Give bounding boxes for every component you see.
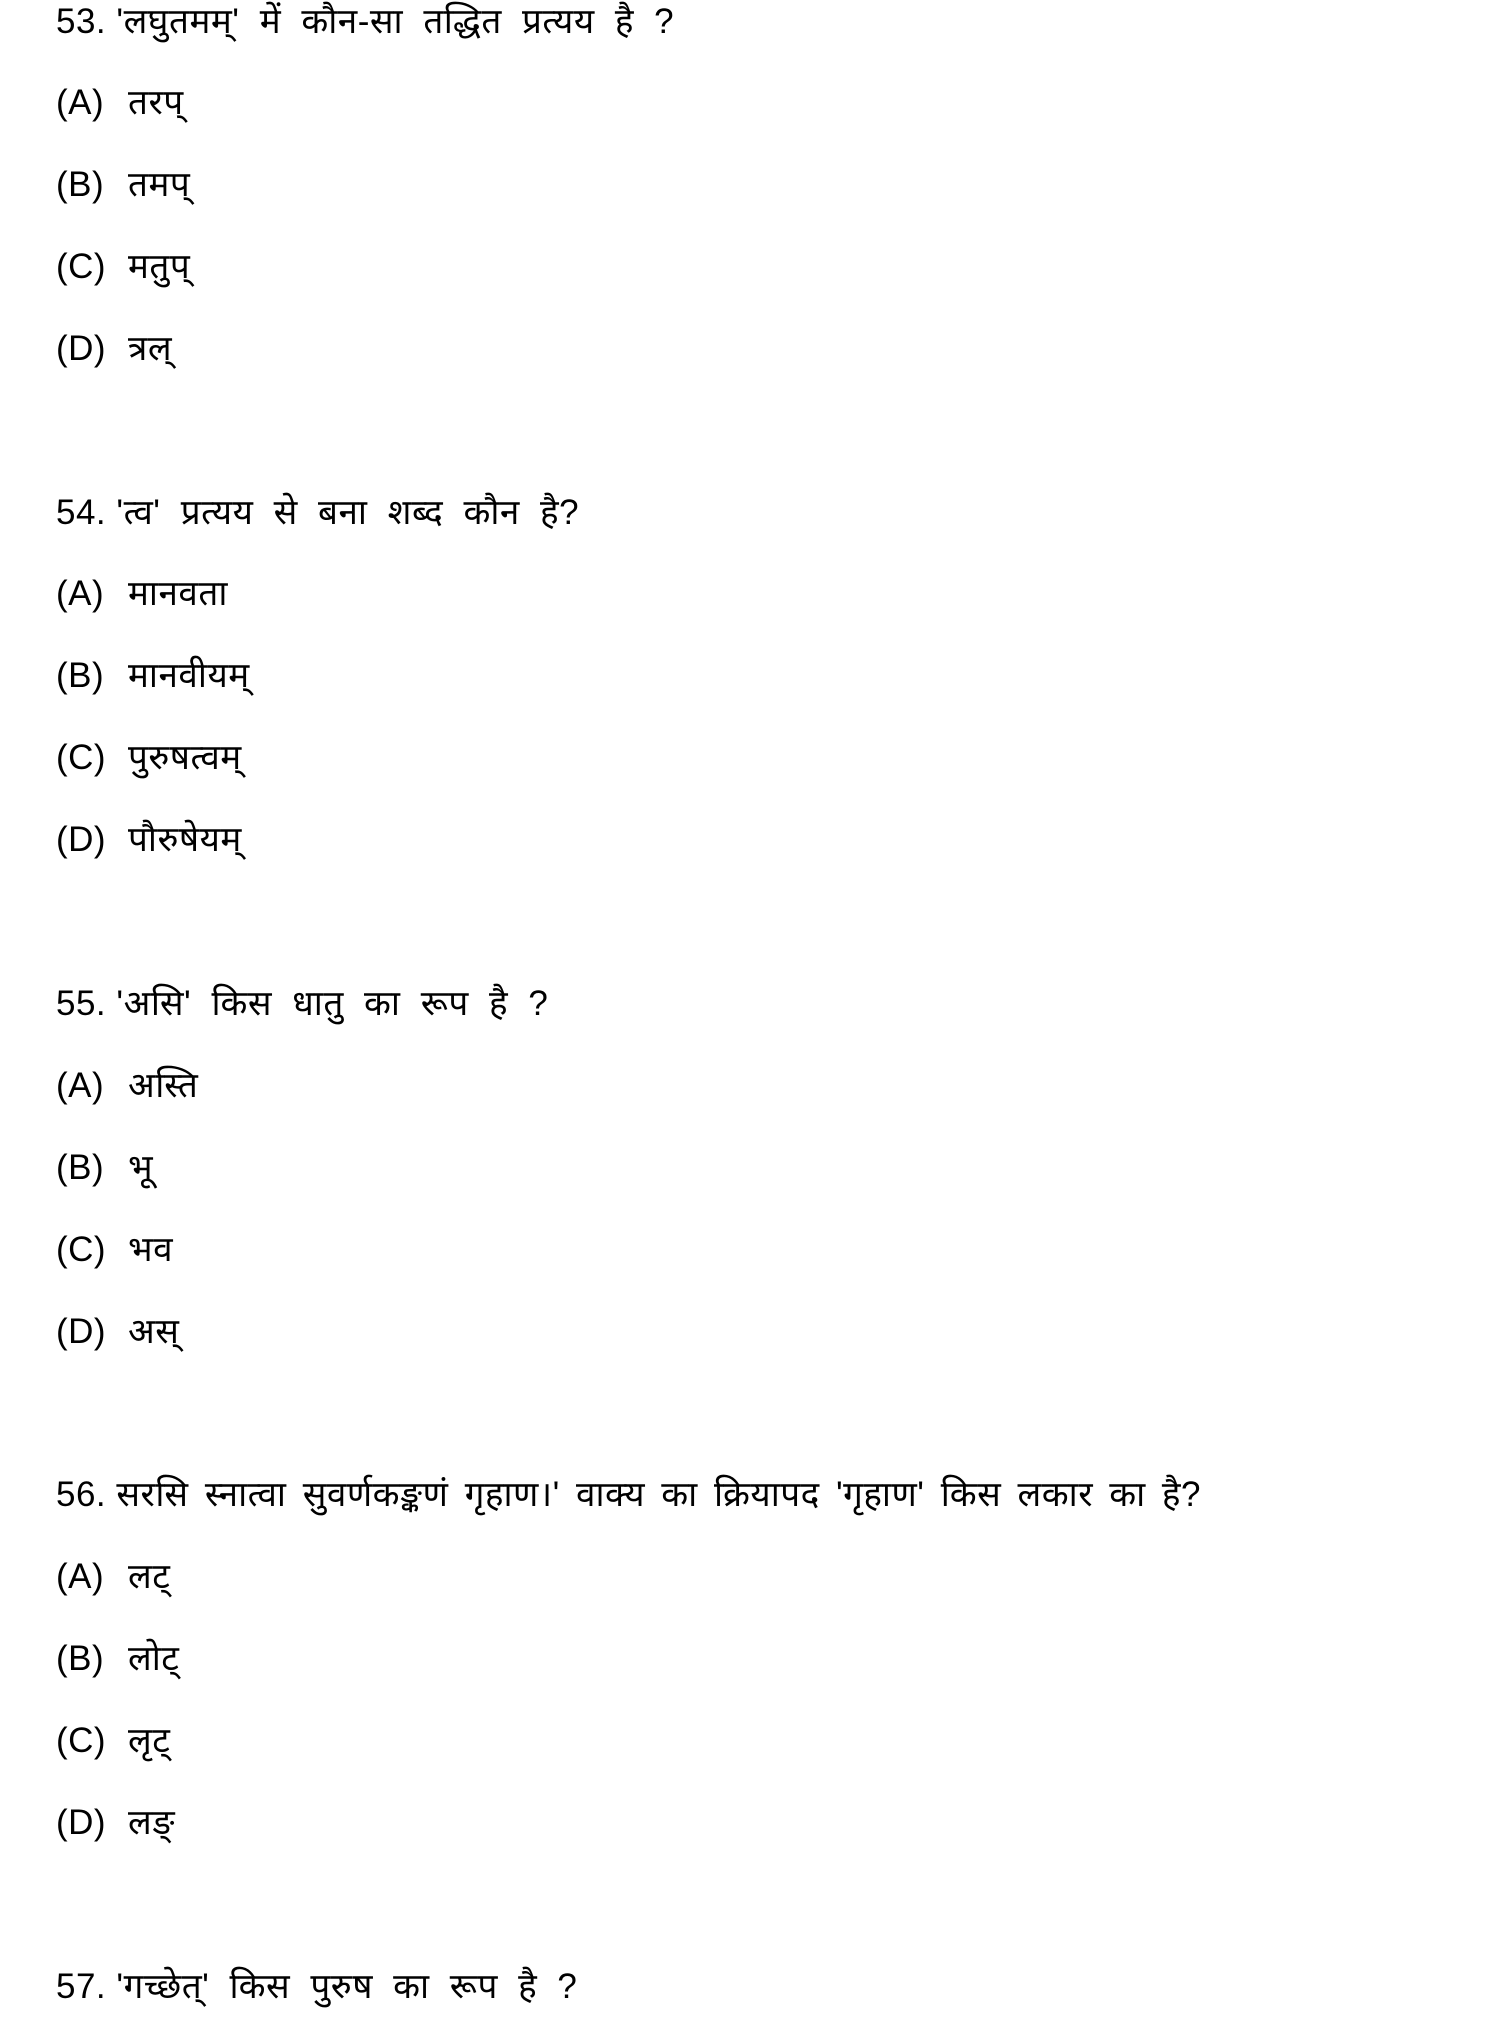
question-55-option-b — [56, 1146, 153, 1190]
option-text: लृट् — [128, 1721, 171, 1760]
question-56-stem — [56, 1473, 1201, 1517]
question-56-option-a — [56, 1555, 170, 1599]
question-57-stem — [56, 1965, 577, 2009]
question-number: 57. — [56, 1967, 107, 2006]
option-text: लोट् — [128, 1639, 180, 1678]
option-text: अस्ति — [128, 1066, 199, 1105]
question-56-option-d — [56, 1801, 175, 1845]
question-55-option-c — [56, 1228, 173, 1272]
question-54-option-b — [56, 654, 250, 698]
option-label: (B) — [56, 165, 105, 204]
question-number: 55. — [56, 984, 107, 1023]
option-label: (C) — [56, 247, 107, 286]
option-text: भव — [128, 1230, 174, 1269]
question-text: सरसि स्नात्वा सुवर्णकङ्कणं गृहाण।' वाक्य का क्रियापद 'गृहाण' किस लकार का है? — [116, 1475, 1201, 1514]
option-label: (D) — [56, 1803, 107, 1842]
option-text: मतुप् — [128, 247, 191, 286]
option-text: लट् — [128, 1557, 171, 1596]
question-56-option-b — [56, 1637, 179, 1681]
option-text: तमप् — [128, 165, 191, 204]
question-53-option-c — [56, 245, 190, 289]
option-text: भू — [128, 1148, 154, 1187]
option-label: (C) — [56, 1721, 107, 1760]
question-55-option-d — [56, 1310, 179, 1354]
option-label: (A) — [56, 1557, 105, 1596]
option-text: मानवीयम् — [128, 656, 250, 695]
option-label: (B) — [56, 656, 105, 695]
question-text: 'त्व' प्रत्यय से बना शब्द कौन है? — [116, 493, 580, 532]
question-53-option-b — [56, 163, 190, 207]
question-text: 'गच्छेत्' किस पुरुष का रूप है ? — [116, 1967, 578, 2006]
option-text: तरप् — [128, 83, 184, 122]
question-54-option-c — [56, 736, 242, 780]
question-55-option-a — [56, 1064, 198, 1108]
option-label: (A) — [56, 83, 105, 122]
question-text: 'लघुतमम्' में कौन-सा तद्धित प्रत्यय है ? — [116, 2, 675, 41]
option-text: त्रल् — [128, 329, 173, 368]
option-text: अस् — [128, 1312, 180, 1351]
question-53-stem — [56, 0, 674, 44]
option-text: पुरुषत्वम् — [128, 738, 242, 777]
option-text: मानवता — [128, 574, 228, 613]
option-text: पौरुषेयम् — [128, 820, 242, 859]
question-53-option-a — [56, 81, 184, 125]
option-label: (D) — [56, 1312, 107, 1351]
option-label: (A) — [56, 574, 105, 613]
option-label: (D) — [56, 329, 107, 368]
question-56-option-c — [56, 1719, 170, 1763]
question-54-stem — [56, 491, 579, 535]
option-text: लङ् — [128, 1803, 176, 1842]
option-label: (C) — [56, 738, 107, 777]
option-label: (C) — [56, 1230, 107, 1269]
option-label: (B) — [56, 1639, 105, 1678]
question-text: 'असि' किस धातु का रूप है ? — [116, 984, 549, 1023]
option-label: (B) — [56, 1148, 105, 1187]
option-label: (D) — [56, 820, 107, 859]
question-number: 54. — [56, 493, 107, 532]
question-number: 56. — [56, 1475, 107, 1514]
question-54-option-a — [56, 572, 228, 616]
option-label: (A) — [56, 1066, 105, 1105]
question-53-option-d — [56, 327, 172, 371]
question-55-stem — [56, 982, 548, 1026]
question-54-option-d — [56, 818, 242, 862]
question-number: 53. — [56, 2, 107, 41]
